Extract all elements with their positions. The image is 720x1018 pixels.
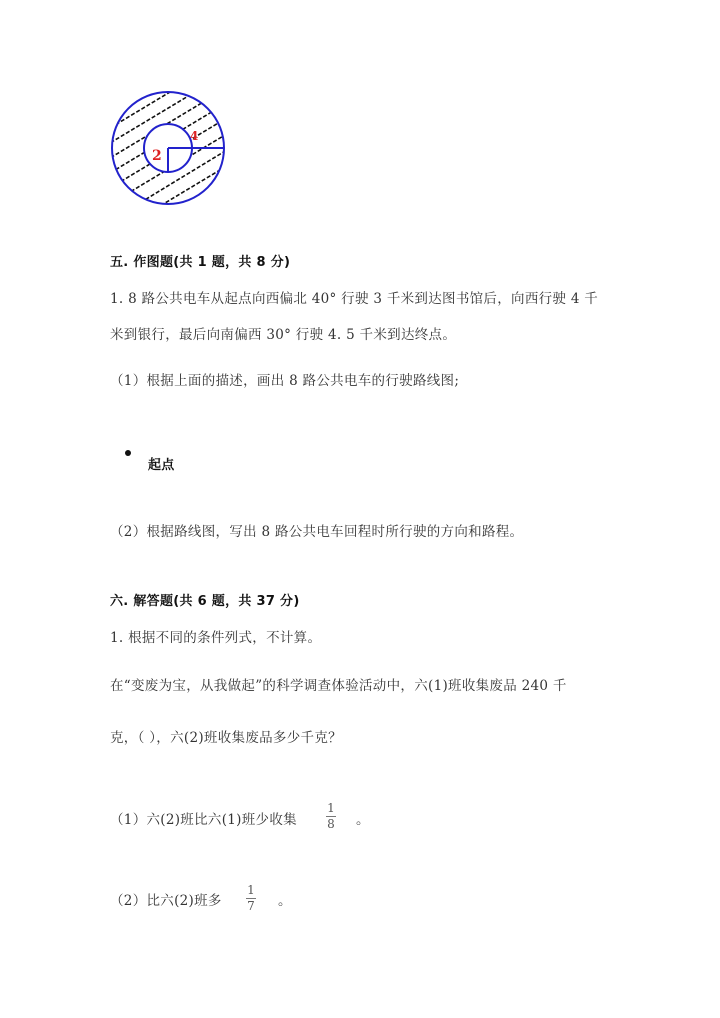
fraction-one-eighth <box>326 802 336 831</box>
s6-q1-title: 1. 根据不同的条件列式，不计算。 <box>110 630 322 646</box>
s6-q1-line2: 克，（ ），六(2)班收集废品多少千克？ <box>110 730 342 746</box>
inner-radius-label: 2 <box>152 148 163 164</box>
fraction-numerator: 1 <box>247 883 255 897</box>
s6-sub1-end: 。 <box>356 812 370 828</box>
s6-sub2: （2）比六(2)班多 <box>110 893 222 909</box>
section6-heading: 六. 解答题(共 6 题，共 37 分) <box>110 594 300 609</box>
s6-q1-line1: 在“变废为宝，从我做起”的科学调查体验活动中，六(1)班收集废品 240 千 <box>110 678 567 694</box>
fraction-numerator: 1 <box>327 801 335 815</box>
start-point-dot <box>125 450 131 456</box>
start-label: 起点 <box>148 458 175 473</box>
s5-q1-line1: 1. 8 路公共电车从起点向西偏北 40° 行驶 3 千米到达图书馆后，向西行驶 4 千 <box>110 291 599 307</box>
fraction-denominator: 7 <box>247 899 255 913</box>
fraction-one-seventh <box>246 884 256 913</box>
annulus-figure <box>110 90 230 210</box>
section5-heading: 五. 作图题(共 1 题，共 8 分) <box>110 255 291 270</box>
s5-sub1: （1）根据上面的描述，画出 8 路公共电车的行驶路线图; <box>110 373 460 389</box>
s6-sub2-end: 。 <box>278 893 292 909</box>
fraction-denominator: 8 <box>327 817 335 831</box>
outer-radius-label: 4 <box>190 129 199 143</box>
s5-sub2: （2）根据路线图，写出 8 路公共电车回程时所行驶的方向和路程。 <box>110 524 524 540</box>
s5-q1-line2: 米到银行，最后向南偏西 30° 行驶 4. 5 千米到达终点。 <box>110 327 457 343</box>
s6-sub1: （1）六(2)班比六(1)班少收集 <box>110 812 297 828</box>
